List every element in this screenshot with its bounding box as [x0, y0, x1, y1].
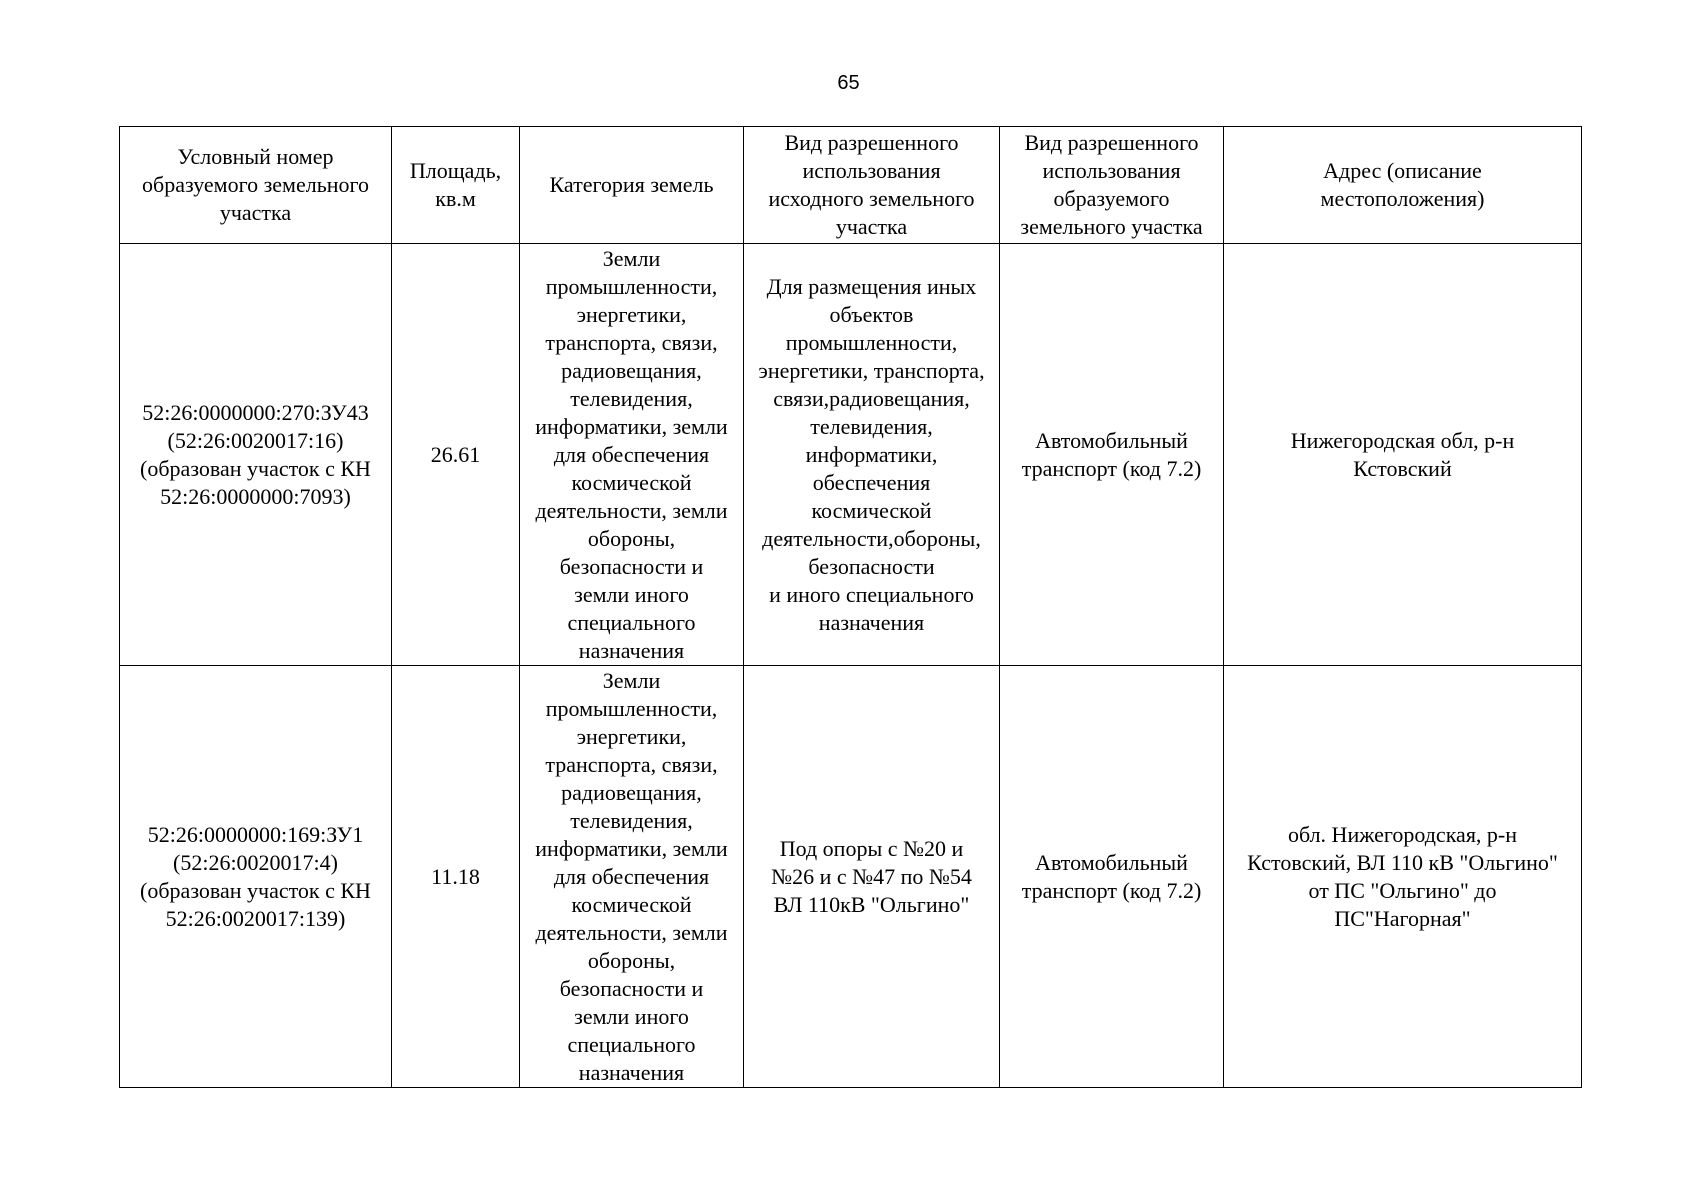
header-address: Адрес (описание местоположения)	[1224, 127, 1582, 244]
land-plots-table	[119, 126, 1582, 1088]
table-row	[120, 666, 1582, 1088]
header-formed-permitted-use: Вид разрешенного использования образуемого земельного участка	[1000, 127, 1224, 244]
cell-land-category: Земли промышленности, энергетики, транспорта, связи, радиовещания, телевидения, информатики, земли для обеспечения космической деятельности, земли обороны, безопасности и земли иного специального назначения	[520, 666, 744, 1088]
cell-plot-number: 52:26:0000000:270:ЗУ43 (52:26:0020017:16) (образован участок с КН 52:26:0000000:7093)	[120, 244, 392, 666]
header-source-permitted-use: Вид разрешенного использования исходного земельного участка	[744, 127, 1000, 244]
header-area: Площадь, кв.м	[392, 127, 520, 244]
header-land-category: Категория земель	[520, 127, 744, 244]
header-plot-number: Условный номер образуемого земельного участка	[120, 127, 392, 244]
page-number: 65	[837, 72, 860, 94]
cell-address: Нижегородская обл, р-н Кстовский	[1224, 244, 1582, 666]
cell-plot-number: 52:26:0000000:169:ЗУ1 (52:26:0020017:4) (образован участок с КН 52:26:0020017:139)	[120, 666, 392, 1088]
cell-source-permitted-use: Для размещения иных объектов промышленности, энергетики, транспорта, связи,радиовещания, телевидения, информатики, обеспечения космической деятельности,обороны, безопасности и иного специального назначения	[744, 244, 1000, 666]
cell-formed-permitted-use: Автомобильный транспорт (код 7.2)	[1000, 244, 1224, 666]
cell-formed-permitted-use: Автомобильный транспорт (код 7.2)	[1000, 666, 1224, 1088]
cell-source-permitted-use: Под опоры с №20 и №26 и с №47 по №54 ВЛ 110кВ "Ольгино"	[744, 666, 1000, 1088]
cell-land-category: Земли промышленности, энергетики, транспорта, связи, радиовещания, телевидения, информатики, земли для обеспечения космической деятельности, земли обороны, безопасности и земли иного специального назначения	[520, 244, 744, 666]
table-row	[120, 244, 1582, 666]
cell-area: 26.61	[392, 244, 520, 666]
cell-area: 11.18	[392, 666, 520, 1088]
cell-address: обл. Нижегородская, р-н Кстовский, ВЛ 110 кВ "Ольгино" от ПС "Ольгино" до ПС"Нагорная"	[1224, 666, 1582, 1088]
table-header-row	[120, 127, 1582, 244]
